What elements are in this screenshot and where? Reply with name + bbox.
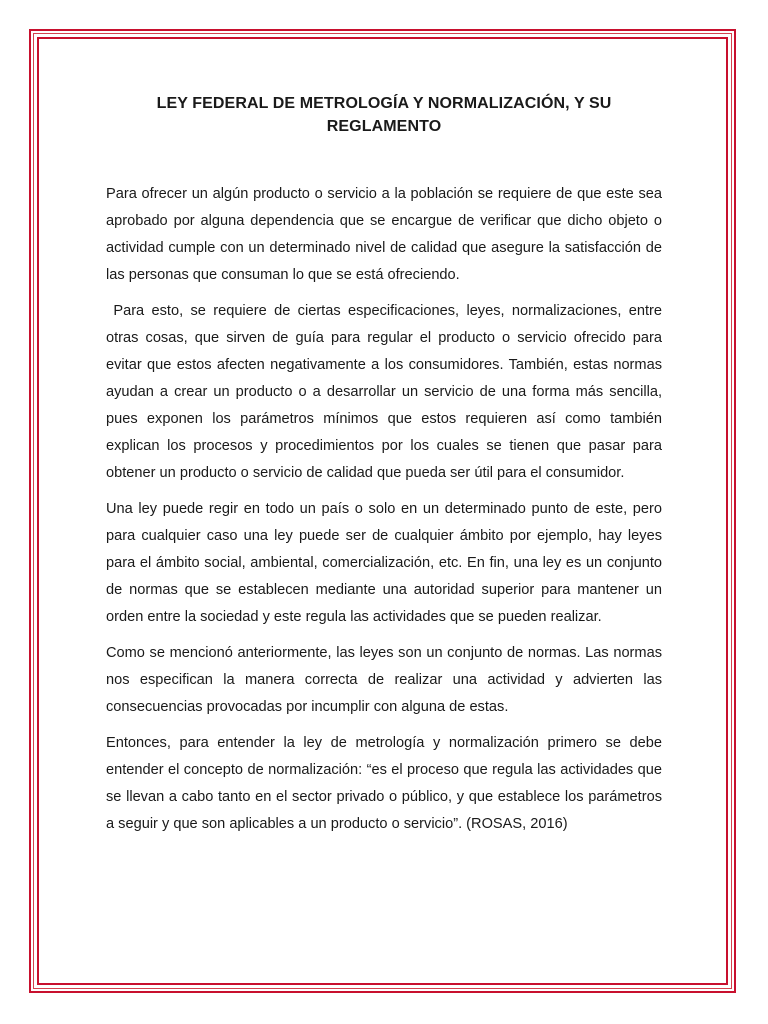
paragraph-5: Entonces, para entender la ley de metrología y normalización primero se debe entender el concepto de normalización: “es el proceso que regula las actividades que se llevan a cabo tanto en el sector privado o público, y que establece los parámetros a seguir y que son aplicables a un producto o servicio”. (ROSAS, 2016) <box>106 735 662 832</box>
document-body <box>106 92 667 847</box>
paragraph-2: Para esto, se requiere de ciertas especificaciones, leyes, normalizaciones, entre otras cosas, que sirven de guía para regular el producto o servicio ofrecido para evitar que estos afecten negativamente a los consumidores. También, estas normas ayudan a crear un producto o a desarrollar un servicio de una forma más sencilla, pues exponen los parámetros mínimos que estos requieren así como también explican los procesos y procedimientos por los cuales se tienen que pasar para obtener un producto o servicio de calidad que pueda ser útil para el consumidor. <box>106 303 667 481</box>
paragraph-1: Para ofrecer un algún producto o servicio a la población se requiere de que este sea aprobado por alguna dependencia que se encargue de verificar que dicho objeto o actividad cumple con un determinado nivel de calidad que asegure la satisfacción de las personas que consuman lo que se está ofreciendo. <box>106 186 662 283</box>
paragraph-4: Como se mencionó anteriormente, las leyes son un conjunto de normas. Las normas nos especifican la manera correcta de realizar una actividad y advierten las consecuencias provocadas por incumplir con alguna de estas. <box>106 645 662 715</box>
document-title: LEY FEDERAL DE METROLOGÍA Y NORMALIZACIÓN, Y SU REGLAMENTO <box>156 95 612 135</box>
paragraph-3: Una ley puede regir en todo un país o solo en un determinado punto de este, pero para cualquier caso una ley puede ser de cualquier ámbito por ejemplo, hay leyes para el ámbito social, ambiental, comercialización, etc. En fin, una ley es un conjunto de normas que se establecen mediante una autoridad superior para mantener un orden entre la sociedad y este regula las actividades que se pueden realizar. <box>106 501 662 625</box>
